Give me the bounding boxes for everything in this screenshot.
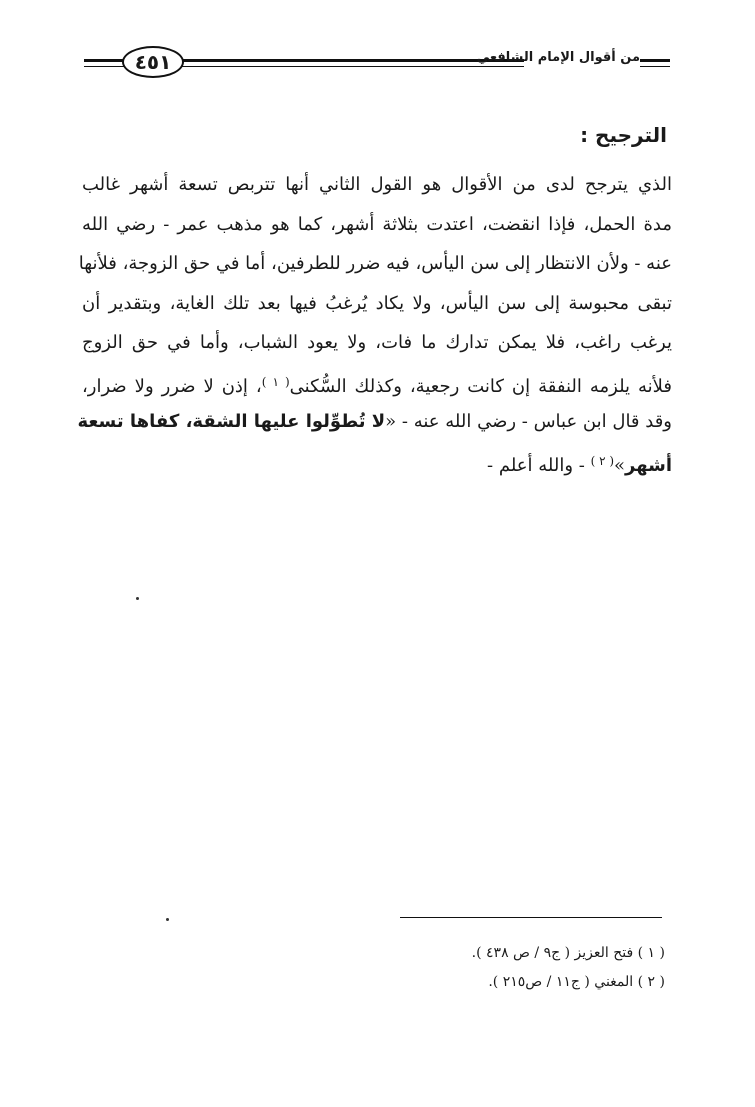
- header-rule: [182, 66, 524, 67]
- text-segment: فلأنه يلزمه النفقة إن كانت رجعية، وكذلك السُّكنى: [289, 375, 673, 397]
- page-number-oval: [122, 46, 184, 78]
- text-line: [77, 402, 672, 442]
- text-line: الذي يترجح لدى من الأقوال هو القول الثاني أنها تتربص تسعة أشهر غالب: [82, 174, 672, 195]
- text-line: تبقى محبوسة إلى سن اليأس، ولا يكاد يُرغبُ فيها بعد تلك الغاية، وبتقدير أن: [82, 292, 672, 314]
- header-rule: [640, 59, 670, 62]
- text-segment: ، إذن لا ضرر ولا ضرار،: [82, 375, 262, 397]
- running-title: من أقوال الإمام الشافعي: [476, 50, 640, 65]
- header-rule: [640, 66, 670, 67]
- header-rule: [84, 66, 124, 67]
- text-line: [82, 442, 672, 482]
- text-line: [82, 363, 672, 403]
- footnote-reference[interactable]: ( ٢ ): [590, 453, 615, 468]
- scan-speck: [136, 597, 139, 600]
- page-number: ٤٥١: [134, 50, 172, 74]
- text-line: عنه - ولأن الانتظار إلى سن اليأس، فيه ضرر للطرفين، أما في حق الزوجة، فلأنها: [78, 253, 672, 274]
- quote-bold: أشهر: [625, 454, 672, 476]
- header-rule: [182, 59, 524, 62]
- quote-bold: لا تُطوِّلوا عليها الشقة، كفاها تسعة: [77, 411, 386, 432]
- footnote-separator: [400, 917, 662, 918]
- text-line: مدة الحمل، فإذا انقضت، اعتدت بثلاثة أشهر، كما هو مذهب عمر - رضي الله: [82, 213, 672, 235]
- body-paragraph: [77, 165, 673, 481]
- footnote-item: ( ٢ ) المغني ( ج١١ / ص٢١٥ ).: [488, 974, 665, 990]
- text-line: يرغب راغب، فلا يمكن تدارك ما فات، ولا يعود الشباب، وأما في حق الزوج: [82, 332, 672, 353]
- header-rule: [84, 59, 124, 62]
- scan-speck: [166, 918, 169, 921]
- text-segment: وقد قال ابن عباس - رضي الله عنه - «: [385, 411, 672, 432]
- page-header: [84, 44, 670, 94]
- footnote-item: ( ١ ) فتح العزيز ( ج٩ / ص ٤٣٨ ).: [471, 945, 665, 961]
- footnote-reference[interactable]: ( ١ ): [261, 374, 290, 389]
- section-heading: الترجيح :: [580, 123, 667, 147]
- footnotes: [472, 939, 665, 997]
- quote-close: »: [614, 454, 626, 476]
- text-segment: - والله أعلم -: [487, 454, 591, 476]
